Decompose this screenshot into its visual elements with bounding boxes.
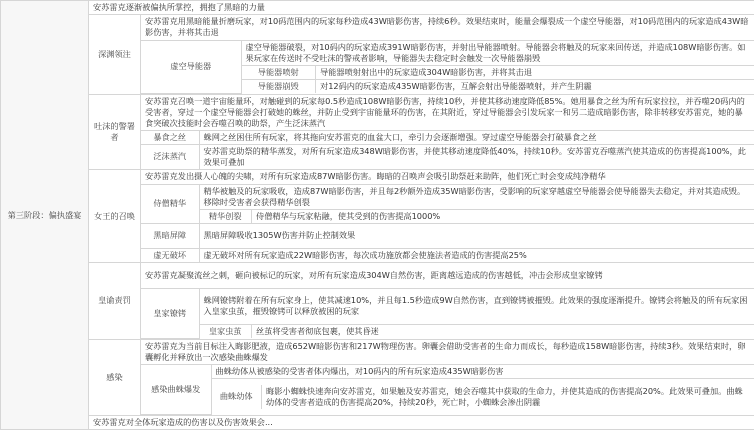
queen-summons-desc: 安苏雷克发出摄人心魄的尖啸，对所有玩家造成87W暗影伤害。晦暗的召唤声会吸引助祭赶来助阵，他们死亡时会变成纯净精华 bbox=[141, 170, 754, 184]
gluttony-silk-desc: 蛛网之丝困住所有玩家，将其拖向安苏雷克的血盆大口，牵引力会逐渐增强。穿过虚空导能器会打破暴食之丝 bbox=[199, 130, 754, 144]
queen-summons-detail bbox=[141, 170, 754, 262]
foam-steam-name: 泛沫蒸汽 bbox=[141, 144, 199, 169]
void-break-desc: 虚无破坏对所有玩家造成22W暗影伤害，每次成功施放都会使施法者造成的伤害提高25% bbox=[199, 248, 754, 262]
void-conductor-desc: 虚空导能器破裂，对10码内的玩家造成391W暗影伤害，并射出导能器喷射。导能器会将触及的玩家来回传送，并造成108W暗影伤害。如果玩家在传送时不受吐沫的警戒者影响，导能器失去稳定时会触发一次导能器崩毁 bbox=[241, 40, 754, 65]
infection-detail bbox=[141, 340, 754, 416]
foam-steam-desc: 安苏雷克助祭的精华蒸发，对所有玩家造成348W暗影伤害，并使其移动速度降低40%，持续10秒。安苏雷克吞噬蒸汽使其造成的伤害提高100%，此效果可叠加 bbox=[199, 144, 754, 169]
conductor-collapse-desc: 对12码内的玩家造成435W暗影伤害，互解会射出导能器喷射，并产生阴霾 bbox=[316, 80, 754, 93]
essence-crack-desc: 侍僧精华与玩家粘融，使其受到的伤害提高1000% bbox=[252, 210, 754, 223]
royal-condemnation-desc: 安苏雷克凝聚流丝之刺，砸向被标记的玩家，对所有玩家造成304W自然伤害，距离越远造成的伤害越低，冲击会形成皇家镣铐 bbox=[141, 263, 754, 288]
ability-name-infection: 感染 bbox=[89, 339, 141, 416]
spitting-vigilant-desc: 安苏雷克召唤一道宇宙能量环，对触碰到的玩家每0.5秒造成108W暗影伤害，持续10秒，并使其移动速度降低85%。她用暴食之丝为所有玩家拉拉，并吞噬20码内的受害者，穿过一个虚空导能器会打破她的蛛丝，并防止受到宇宙能量环的伤害，在其附近，穿过导能器会引发玩家一和另二造成暗影伤害，除非转移安苏雷克，她的暴食突破次技能时会吞噬召唤的助祭，产生泛沫蒸汽 bbox=[141, 95, 754, 131]
void-break-name: 虚无破坏 bbox=[141, 248, 199, 262]
royal-condemnation-detail bbox=[141, 263, 754, 339]
dark-barrier-desc: 黑暗屏障吸收1305W伤害并防止控制效果 bbox=[199, 223, 754, 248]
gluttony-silk-name: 暴食之丝 bbox=[141, 130, 199, 144]
ability-name-spitting-vigilant: 吐沫的警署者 bbox=[89, 94, 141, 170]
stage-label: 第三阶段：偏执盛宴 bbox=[1, 1, 89, 430]
dark-barrier-name: 黑暗屏障 bbox=[141, 223, 199, 248]
ability-name-shadow-pursuit: 深渊领注 bbox=[89, 15, 141, 95]
conductor-collapse-name: 导能器崩毁 bbox=[242, 80, 316, 93]
acolyte-essence-name: 侍僧精华 bbox=[141, 184, 199, 223]
larva-desc: 晦影小蜘蛛快速奔向安苏雷克，如果触及安苏雷克，她会吞噬其中获取的生命力，并使其造成的伤害提高20%。此效果可叠加。曲蛛幼体的受害者造成的伤害提高20%，持续20秒，死亡时，小蜘蛛会渗出阴霾 bbox=[262, 385, 754, 409]
royal-shackles-name: 皇家镣铐 bbox=[141, 288, 199, 338]
shadow-pursuit-detail bbox=[141, 15, 754, 94]
acolyte-essence-desc: 精华被触及的玩家吸收，造成87W暗影伤害，并且每2秒额外造成35W暗影伤害，受影响的玩家穿越虚空导能器会使导能器失去稳定，并对其造成毁。移除时受害者会获得精华创裂 bbox=[199, 184, 754, 209]
royal-shackles-desc: 蛛网镣铐附着在所有玩家身上，使其减速10%，并且每1.5秒造成9W自然伤害，直到镣铐被摧毁。此效果的强度逐渐提升。镣铐会将触及的所有玩家困入皇家虫茧，摧毁镣铐可以释放被困的玩家 bbox=[199, 288, 754, 324]
ability-name-queen-summons: 女王的召唤 bbox=[89, 170, 141, 263]
spitting-vigilant-detail bbox=[141, 95, 754, 170]
royal-cocoon-name: 皇家虫茧 bbox=[200, 325, 252, 338]
void-conductor-name: 虚空导能器 bbox=[141, 40, 241, 93]
stage-intro: 安苏雷克逐渐被偏执所掌控，拥抱了黑暗的力量 bbox=[89, 1, 754, 15]
essence-crack-name: 精华创裂 bbox=[200, 210, 252, 223]
table-footer-row: 安苏雷克对全体玩家造成的伤害以及伤害效果会... bbox=[89, 416, 754, 430]
larva-name: 曲蛛幼体 bbox=[212, 385, 262, 409]
infection-burst-name: 感染曲蛛爆发 bbox=[141, 365, 211, 415]
infection-desc: 安苏雷克为当前目标注入晦影肥液，造成652W暗影伤害和217W物理伤害。卵囊会借助受害者的生命力而成长，每秒造成158W暗影伤害，持续3秒。效果结束时，卵囊孵化并释放出一次感染曲蛛爆发 bbox=[141, 340, 754, 365]
shadow-pursuit-desc: 安苏雷克用黑暗能量折磨玩家，对10码范围内的玩家每秒造成43W暗影伤害，持续6秒。效果结束时，能量会爆裂成一个虚空导能器，对10码范围内的玩家造成43W暗影伤害，并将其击退 bbox=[141, 15, 754, 40]
ability-name-royal-condemnation: 皇谕责罚 bbox=[89, 263, 141, 340]
conductor-spray-name: 导能器喷射 bbox=[242, 66, 316, 79]
conductor-spray-desc: 导能器喷射射出中的玩家造成304W暗影伤害，并将其击退 bbox=[316, 66, 754, 79]
royal-cocoon-desc: 丝茧将受害者彻底包裹，使其昏迷 bbox=[252, 325, 754, 338]
infection-burst-desc: 曲蛛幼体从被感染的受害者体内爆出，对10码内的所有玩家造成435W暗影伤害 bbox=[211, 365, 754, 379]
